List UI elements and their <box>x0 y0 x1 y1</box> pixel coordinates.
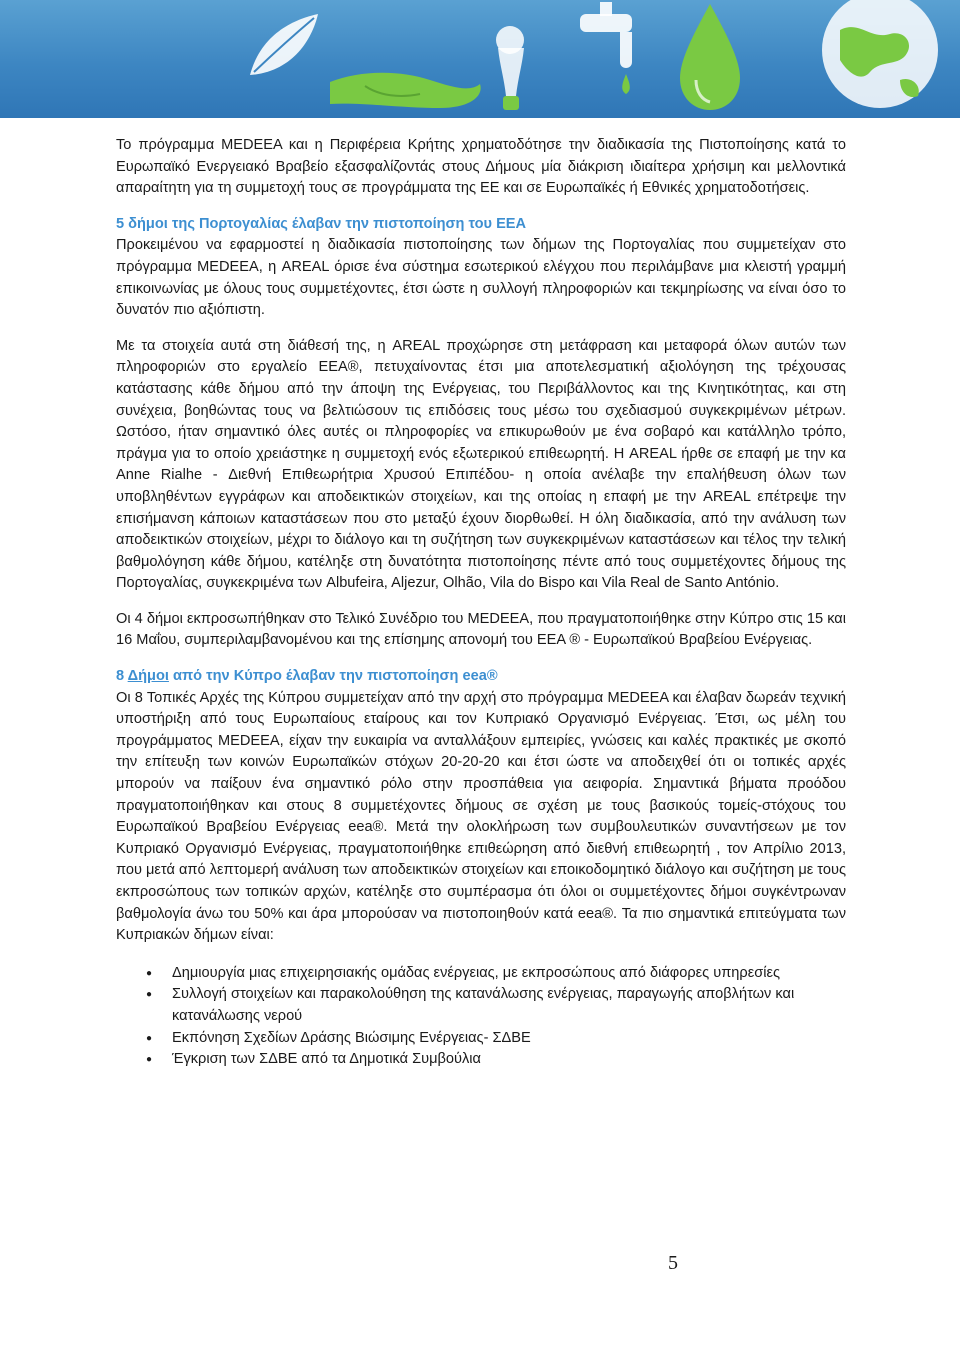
list-item: ● Δημιουργία μιας επιχειρησιακής ομάδας ενέργειας, με εκπροσώπους από διάφορες υπηρεσίες <box>116 963 846 985</box>
section2-paragraph1: Οι 8 Τοπικές Αρχές της Κύπρου συμμετείχαν από την αρχή στο πρόγραμμα MEDEEA και έλαβαν δωρεάν τεχνική υποστήριξη από τους Ευρωπαίους εταίρους και τον Κυπριακό Οργανισμό Ενέργειας. Έτσι, ως μέλη του προγράμματος MEDEEA, είχαν την ευκαιρία να ανταλλάξουν εμπειρίες, γνώσεις και καλές πρακτικές με σκοπό την επίτευξη των κοινών Ευρωπαϊκών στόχων 20-20-20 και έτσι ώστε να αποδειχθεί ότι οι τοπικές αρχές μπορούν να παίξουν ένα σημαντικό ρόλο στην προσπάθεια για αειφορία. Σημαντικά βήματα προόδου πραγματοποιήθηκαν και στους 8 συμμετέχοντες δήμους σε σχέση με τους βασικούς τομείς-στόχους του Ευρωπαϊκού Βραβείου Ενέργειας eea®. Μετά την ολοκλήρωση των συμβουλευτικών συναντήσεων με τον Κυπριακό Οργανισμό Ενέργειας, πραγματοποιήθηκε επιθεώρηση από διεθνή επιθεωρητή , τον Απρίλιο 2013, που μετά από λεπτομερή ανάλυση των αποδεικτικών στοιχείων και εποικοδομητικό διάλογο και συζήτηση με τους εκπροσώπους των τοπικών αρχών, κατέληξε στο συμπέρασμα ότι όλοι οι συμμετέχοντες δήμοι συγκέντρωναν βαθμολογία άνω του 50% και άρα μπορούσαν να πιστοποιηθούν κατά eea®. Τα πιο σημαντικά επιτεύγματα των Κυπριακών δήμων είναι: <box>116 689 846 944</box>
heading-underlined: Δήμοι <box>127 668 169 685</box>
section1-paragraph2: Με τα στοιχεία αυτά στη διάθεσή της, η AREAL προχώρησε στη μετάφραση και μεταφορά όλων αυτών των πληροφοριών στο εργαλείο ΕΕΑ®, πετυχαίνοντας έτσι μια αποτελεσματική αξιολόγηση της τρέχουσας κατάστασης κάθε δήμου από την άποψη της Ενέργειας, του Περιβάλλοντος και της Κινητικότητας, και στη συνέχεια, βοηθώντας τους να βελτιώσουν τις επιδόσεις τους μέσω του σχεδιασμού συγκεκριμένων μέτρων. Ωστόσο, ήταν σημαντικό όλες αυτές οι πληροφορίες να επικυρωθούν με ένα σοβαρό και κατάλληλο τρόπο, πράγμα για το οποίο χρειάστηκε η συμμετοχή ενός εξωτερικού επιθεωρητή. Η AREAL ήρθε σε επαφή με την κα Anne Rialhe - Διεθνή Επιθεωρήτρια Χρυσού Επιπέδου- η οποία ανέλαβε την επαλήθευση όλων των υποβληθέντων εγγράφων και αποδεικτικών στοιχείων, και της οποίας η επαφή με την AREAL επέτρεψε την επισήμανση κάποιων καταστάσεων που στο μεταξύ έχουν διορθωθεί. Η όλη διαδικασία, από την ανάλυση των αποδεικτικών στοιχείων, μέχρι το διάλογο και τη συζήτηση των συγκεκριμένων καταστάσεων και τέλος την τελική βαθμολόγηση κάθε δήμου, κατέληξε στη δυνατότητα πιστοποίησης πέντε από τους συμμετέχοντες δήμους της Πορτογαλίας, συγκεκριμένα των Albufeira, Aljezur, Olhão, Vila do Bispo και Vila Real de Santo António. <box>116 337 846 592</box>
water-tap-icon <box>580 2 632 94</box>
achievements-list <box>116 963 846 1071</box>
section1-paragraph1: Προκειμένου να εφαρμοστεί η διαδικασία πιστοποίησης των δήμων της Πορτογαλίας που συμμετείχαν στο πρόγραμμα MEDEEA, η AREAL όρισε ένα σύστημα εσωτερικού ελέγχου που περιλάμβανε μια κλειστή γραμμή επικοινωνίας με όλους τους συμμετέχοντες, έτσι ώστε η συλλογή πληροφοριών και τεκμηρίωσης να είναι όσο το δυνατόν πιο αξιόπιστη. <box>116 237 846 319</box>
banner-artwork <box>0 0 960 118</box>
bulb-icon <box>496 26 524 110</box>
list-item: ● Συλλογή στοιχείων και παρακολούθηση της κατανάλωσης ενέργειας, παραγωγής αποβλήτων και κατανάλωσης νερού <box>116 984 846 1027</box>
water-drop-icon <box>680 4 740 110</box>
hand-icon <box>330 73 481 108</box>
section-heading-cyprus <box>116 666 846 688</box>
heading-prefix: 8 <box>116 668 128 685</box>
document-body <box>116 135 846 1071</box>
page-number: 5 <box>668 1252 678 1274</box>
intro-paragraph: Το πρόγραμμα MEDEEA και η Περιφέρεια Κρήτης χρηματοδότησε την διαδικασία της Πιστοποίησης κατά το Ευρωπαϊκό Ενεργειακό Βραβείο εξασφαλίζοντάς στους Δήμους μία διάκριση ιδιαίτερα χρήσιμη και μελλοντικά απαραίτητη για τη συμμετοχή τους σε προγράμματα της ΕΕ και σε Ευρωπαϊκές ή Εθνικές χρηματοδοτήσεις. <box>116 137 846 197</box>
heading-suffix: από την Κύπρο έλαβαν την πιστοποίηση eea® <box>168 668 498 685</box>
header-banner <box>0 0 960 118</box>
section1-paragraph3: Οι 4 δήμοι εκπροσωπήθηκαν στο Τελικό Συνέδριο του MEDEEA, που πραγματοποιήθηκε στην Κύπρο στις 15 και 16 Μαΐου, συμπεριλαμβανομένου και της επίσημης απονομή του ΕΕΑ ® - Ευρωπαϊκού Βραβείου Ενέργειας. <box>116 610 846 649</box>
list-item: ● Εκπόνηση Σχεδίων Δράσης Βιώσιμης Ενέργειας- ΣΔΒΕ <box>116 1028 846 1050</box>
globe-icon <box>822 0 938 108</box>
section-heading-portugal: 5 δήμοι της Πορτογαλίας έλαβαν την πιστοποίηση του ΕΕΑ <box>116 215 527 232</box>
leaf-icon <box>250 14 318 75</box>
list-item: ● Έγκριση των ΣΔΒΕ από τα Δημοτικά Συμβούλια <box>116 1049 846 1071</box>
